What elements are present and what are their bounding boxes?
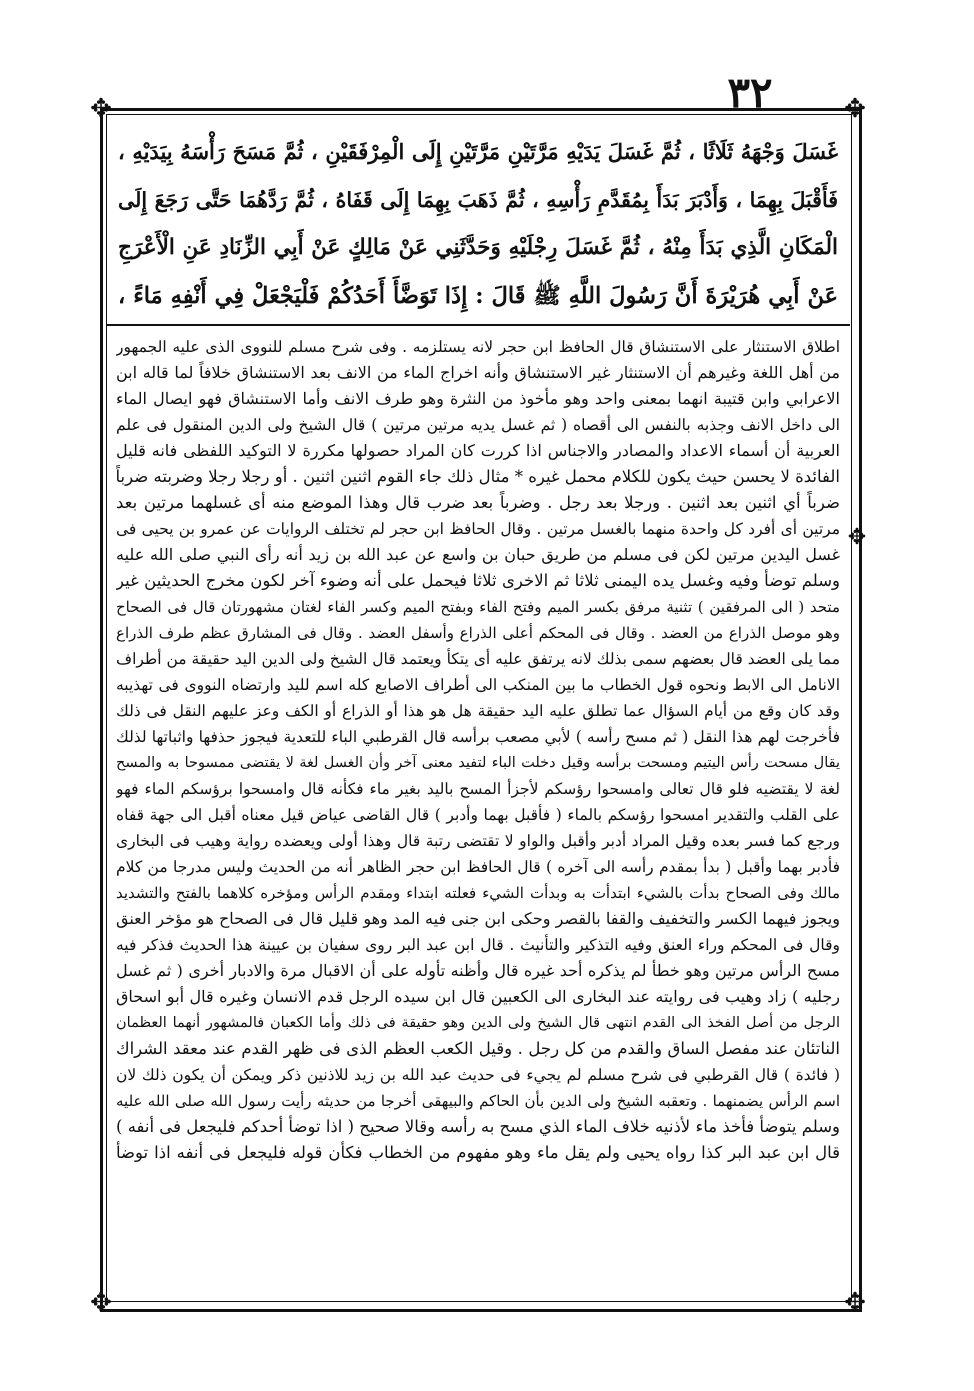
commentary-line: مالك وفى الصحاح بدأت بالشيء ابتدأت به وبدأت الشيء فعلته ابتداء ومقدم الرأس ومؤخره كلاهما بالفتح والتشديد [116, 884, 840, 902]
commentary-line: وسلم توضأ وفيه وغسل يده اليمنى ثلاثا ثم الاخرى ثلاثا فيحمل على أنه وضوء آخر لكون مخرج الحديثين غير [116, 571, 840, 590]
commentary-line: ويجوز فيهما الكسر والتخفيف والقفا بالقصر وحكى ابن جنى فيه المد وهو قليل قال فى الصحاح هو مؤخر العنق [116, 909, 840, 928]
commentary-text [116, 334, 840, 1292]
commentary-line: مسح الرأس مرتين وهو خطأ لم يذكره أحد غيره قال وأظنه تأوله على أن الاقبال مرة والادبار أخرى ( ثم غسل [116, 961, 840, 980]
commentary-line: الناتئان عند مفصل الساق والقدم من كل رجل . وقيل الكعب العظم الذى فى ظهر القدم عند معقد الشراك [116, 1039, 840, 1058]
commentary-line: الانامل الى الابط ونحوه قول الخطاب ما بين المنكب الى أطراف الاصابع كله اسم لليد وارتضاه النووى فى تهذيبه [116, 676, 840, 694]
commentary-line: مما يلى العضد قال بعضهم سمى بذلك لانه يرتفق عليه أى يتكأ ويعتمد قال الشيخ ولى الدين اليد حقيقة من أطراف [116, 650, 840, 668]
commentary-line: فأخرجت لهم هذا النقل ( ثم مسح رأسه ) لأبي مصعب برأسه قال القرطبي الباء للتعدية فيجوز حذفها واثباتها لذلك [116, 728, 840, 746]
commentary-line: وهو موصل الذراع من العضد . وقال فى المحكم أعلى الذراع وأسفل العضد . وقال فى المشارق عظم طرف الذراع [116, 624, 840, 642]
commentary-line: لغة لا يقتضيه فلو قال تعالى وامسحوا رؤسكم لأجزأ المسح باليد بغير ماء فكأنه قال وامسحوا برؤسكم الماء فهو [116, 780, 840, 798]
hadith-line: الْمَكَانِ الَّذِي بَدَأَ مِنْهُ ، ثُمَّ غَسَلَ رِجْلَيْهِ وَحَدَّثَنِي عَنْ مَالِكٍ عَنْ أَبِي الزِّنَادِ عَنِ الْأَعْرَجِ [118, 235, 838, 260]
text-separator [106, 324, 850, 326]
hadith-line: عَنْ أَبِي هُرَيْرَةَ أَنَّ رَسُولَ اللَّهِ ﷺ قَالَ : إِذَا تَوَضَّأَ أَحَدُكُمْ فَلْيَجْعَلْ فِي أَنْفِهِ مَاءً ، [118, 283, 838, 309]
corner-ornament-icon: ✥ [90, 94, 112, 124]
corner-ornament-icon: ✥ [844, 1288, 866, 1318]
commentary-line: العربية أن أسماء الاعداد والمصادر والاجناس اذا كررت كان المراد حصولها مكررة لا التوكيد اللفظى فانه قليل [116, 441, 840, 460]
commentary-line: الى داخل الانف وجذبه بالنفس الى أقصاه ( ثم غسل يديه مرتين مرتين ) قال الشيخ ولى الدين المنقول فى علم [116, 416, 840, 434]
hadith-line: فَأَقْبَلَ بِهِمَا ، وَأَدْبَرَ بَدَأَ بِمُقَدَّمِ رَأْسِهِ ، ثُمَّ ذَهَبَ بِهِمَا إِلَى قَفَاهُ ، ثُمَّ رَدَّهُمَا حَتَّى رَجَعَ إِلَى [118, 188, 838, 212]
commentary-line: وسلم يتوضأ فأخذ ماء لأذنيه خلاف الماء الذي مسح به رأسه وقالا صحيح ( اذا توضأ أحدكم فليجعل فى أنفه ) [116, 1117, 840, 1136]
commentary-line: اطلاق الاستنثار على الاستنشاق قال الحافظ ابن حجر لانه يستلزمه . وفى شرح مسلم للنووى الذى عليه الجمهور [116, 338, 840, 356]
commentary-line: على القلب والتقدير امسحوا رؤسكم بالماء ( فأقبل بهما وأدبر ) قال القاضى عياض قيل معناه أقبل الى جهة قفاه [116, 806, 840, 824]
commentary-line: من أهل اللغة وغيرهم أن الاستنثار غير الاستنشاق وأنه اخراج الماء من الانف بعد الاستنشاق خلافاً لما قاله ابن [116, 363, 840, 382]
commentary-line: مرتين أى أفرد كل واحدة منهما بالغسل مرتين . وقال الحافظ ابن حجر لم تختلف الروايات عن عمرو بن يحيى فى [116, 520, 840, 538]
corner-ornament-icon: ✥ [90, 1288, 112, 1318]
commentary-line: اسم الرأس يضمنهما . وتعقبه الشيخ ولى الدين بأن الحاكم والبيهقى أخرجا من حديثه رأيت رسول الله صلى الله عليه [116, 1092, 840, 1110]
hadith-line: غَسَلَ وَجْهَهُ ثَلَاثًا ، ثُمَّ غَسَلَ يَدَيْهِ مَرَّتَيْنِ مَرَّتَيْنِ إِلَى الْمِرْفَقَيْنِ ، ثُمَّ مَسَحَ رَأْسَهُ بِيَدَيْهِ ، [118, 139, 838, 164]
commentary-line: فأدبر بهما وأقبل ( بدأ بمقدم رأسه الى آخره ) قال الحافظ ابن حجر الظاهر أنه من الحديث وليس مدرجا من كلام [116, 858, 840, 876]
commentary-line: الاعرابي وابن قتيبة انهما بمعنى واحد وهو مأخوذ من النثرة وهو طرف الانف وأما الاستنشاق فهو ايصال الماء [116, 389, 840, 408]
commentary-line: قال ابن عبد البر كذا رواه يحيى ولم يقل ماء وهو مفهوم من الخطاب فكأن قوله فليجعل فى أنفه اذا توضأ [116, 1143, 840, 1162]
commentary-line: يقال مسحت رأس اليتيم ومسحت برأسه وقيل دخلت الباء لتفيد معنى آخر وأن الغسل لغة لا يقتضى ممسوحا به والمسح [116, 755, 840, 771]
commentary-line: ورجع كما فسر بعده وقيل المراد أدبر وأقبل والواو لا تقتضى رتبة قال وهذا أولى ويعضده رواية وهيب فى البخارى [116, 832, 840, 850]
commentary-line: رجليه ) زاد وهيب فى روايته عند البخارى الى الكعبين قال ابن سيده الرجل قدم الانسان وغيره قال أبو اسحاق [116, 987, 840, 1006]
hadith-text [118, 128, 838, 320]
side-ornament-icon: ✥ [847, 525, 867, 550]
page-number: ٣٢ [727, 68, 773, 117]
commentary-line: غسل اليدين مرتين لكن فى مسلم من طريق حبان بن واسع عن عبد الله بن زيد أنه رأى النبي صلى الله عليه [116, 545, 840, 564]
commentary-line: الفائدة لا يحسن حيث يكون للكلام محمل غيره * مثال ذلك جاء القوم اثنين اثنين . أو رجلا رجلا وضربته ضرباً [116, 467, 840, 486]
corner-ornament-icon: ✥ [844, 94, 866, 124]
commentary-line: وقال فى المحكم وراء العنق وفيه التذكير والتأنيث . قال ابن عبد البر روى سفيان بن عيينة هذا الحديث فذكر فيه [116, 936, 840, 954]
commentary-line: ( فائدة ) قال القرطبي فى شرح مسلم لم يجيء فى حديث عبد الله بن زيد للاذنين ذكر ويمكن أن يكون ذلك لان [116, 1066, 840, 1084]
commentary-line: الرجل من أصل الفخذ الى القدم انتهى قال الشيخ ولى الدين وهو حقيقة فى ذلك وأما الكعبان فالمشهور أنهما العظمان [116, 1015, 840, 1031]
commentary-line: ضرباً أي اثنين بعد اثنين . ورجلا بعد رجل . وضرباً بعد ضرب قال وهذا الموضع منه أى غسلهما مرتين بعد [116, 493, 840, 512]
commentary-line: وقد كان وقع من أيام السؤال عما تطلق عليه اليد حقيقة هل هو هذا أو الذراع أو الكف وعز عليهم النقل فى ذلك [116, 702, 840, 720]
commentary-line: متحد ( الى المرفقين ) تثنية مرفق بكسر الميم وفتح الفاء وبفتح الميم وكسر الفاء لغتان مشهورتان قال فى الصحاح [116, 598, 840, 616]
